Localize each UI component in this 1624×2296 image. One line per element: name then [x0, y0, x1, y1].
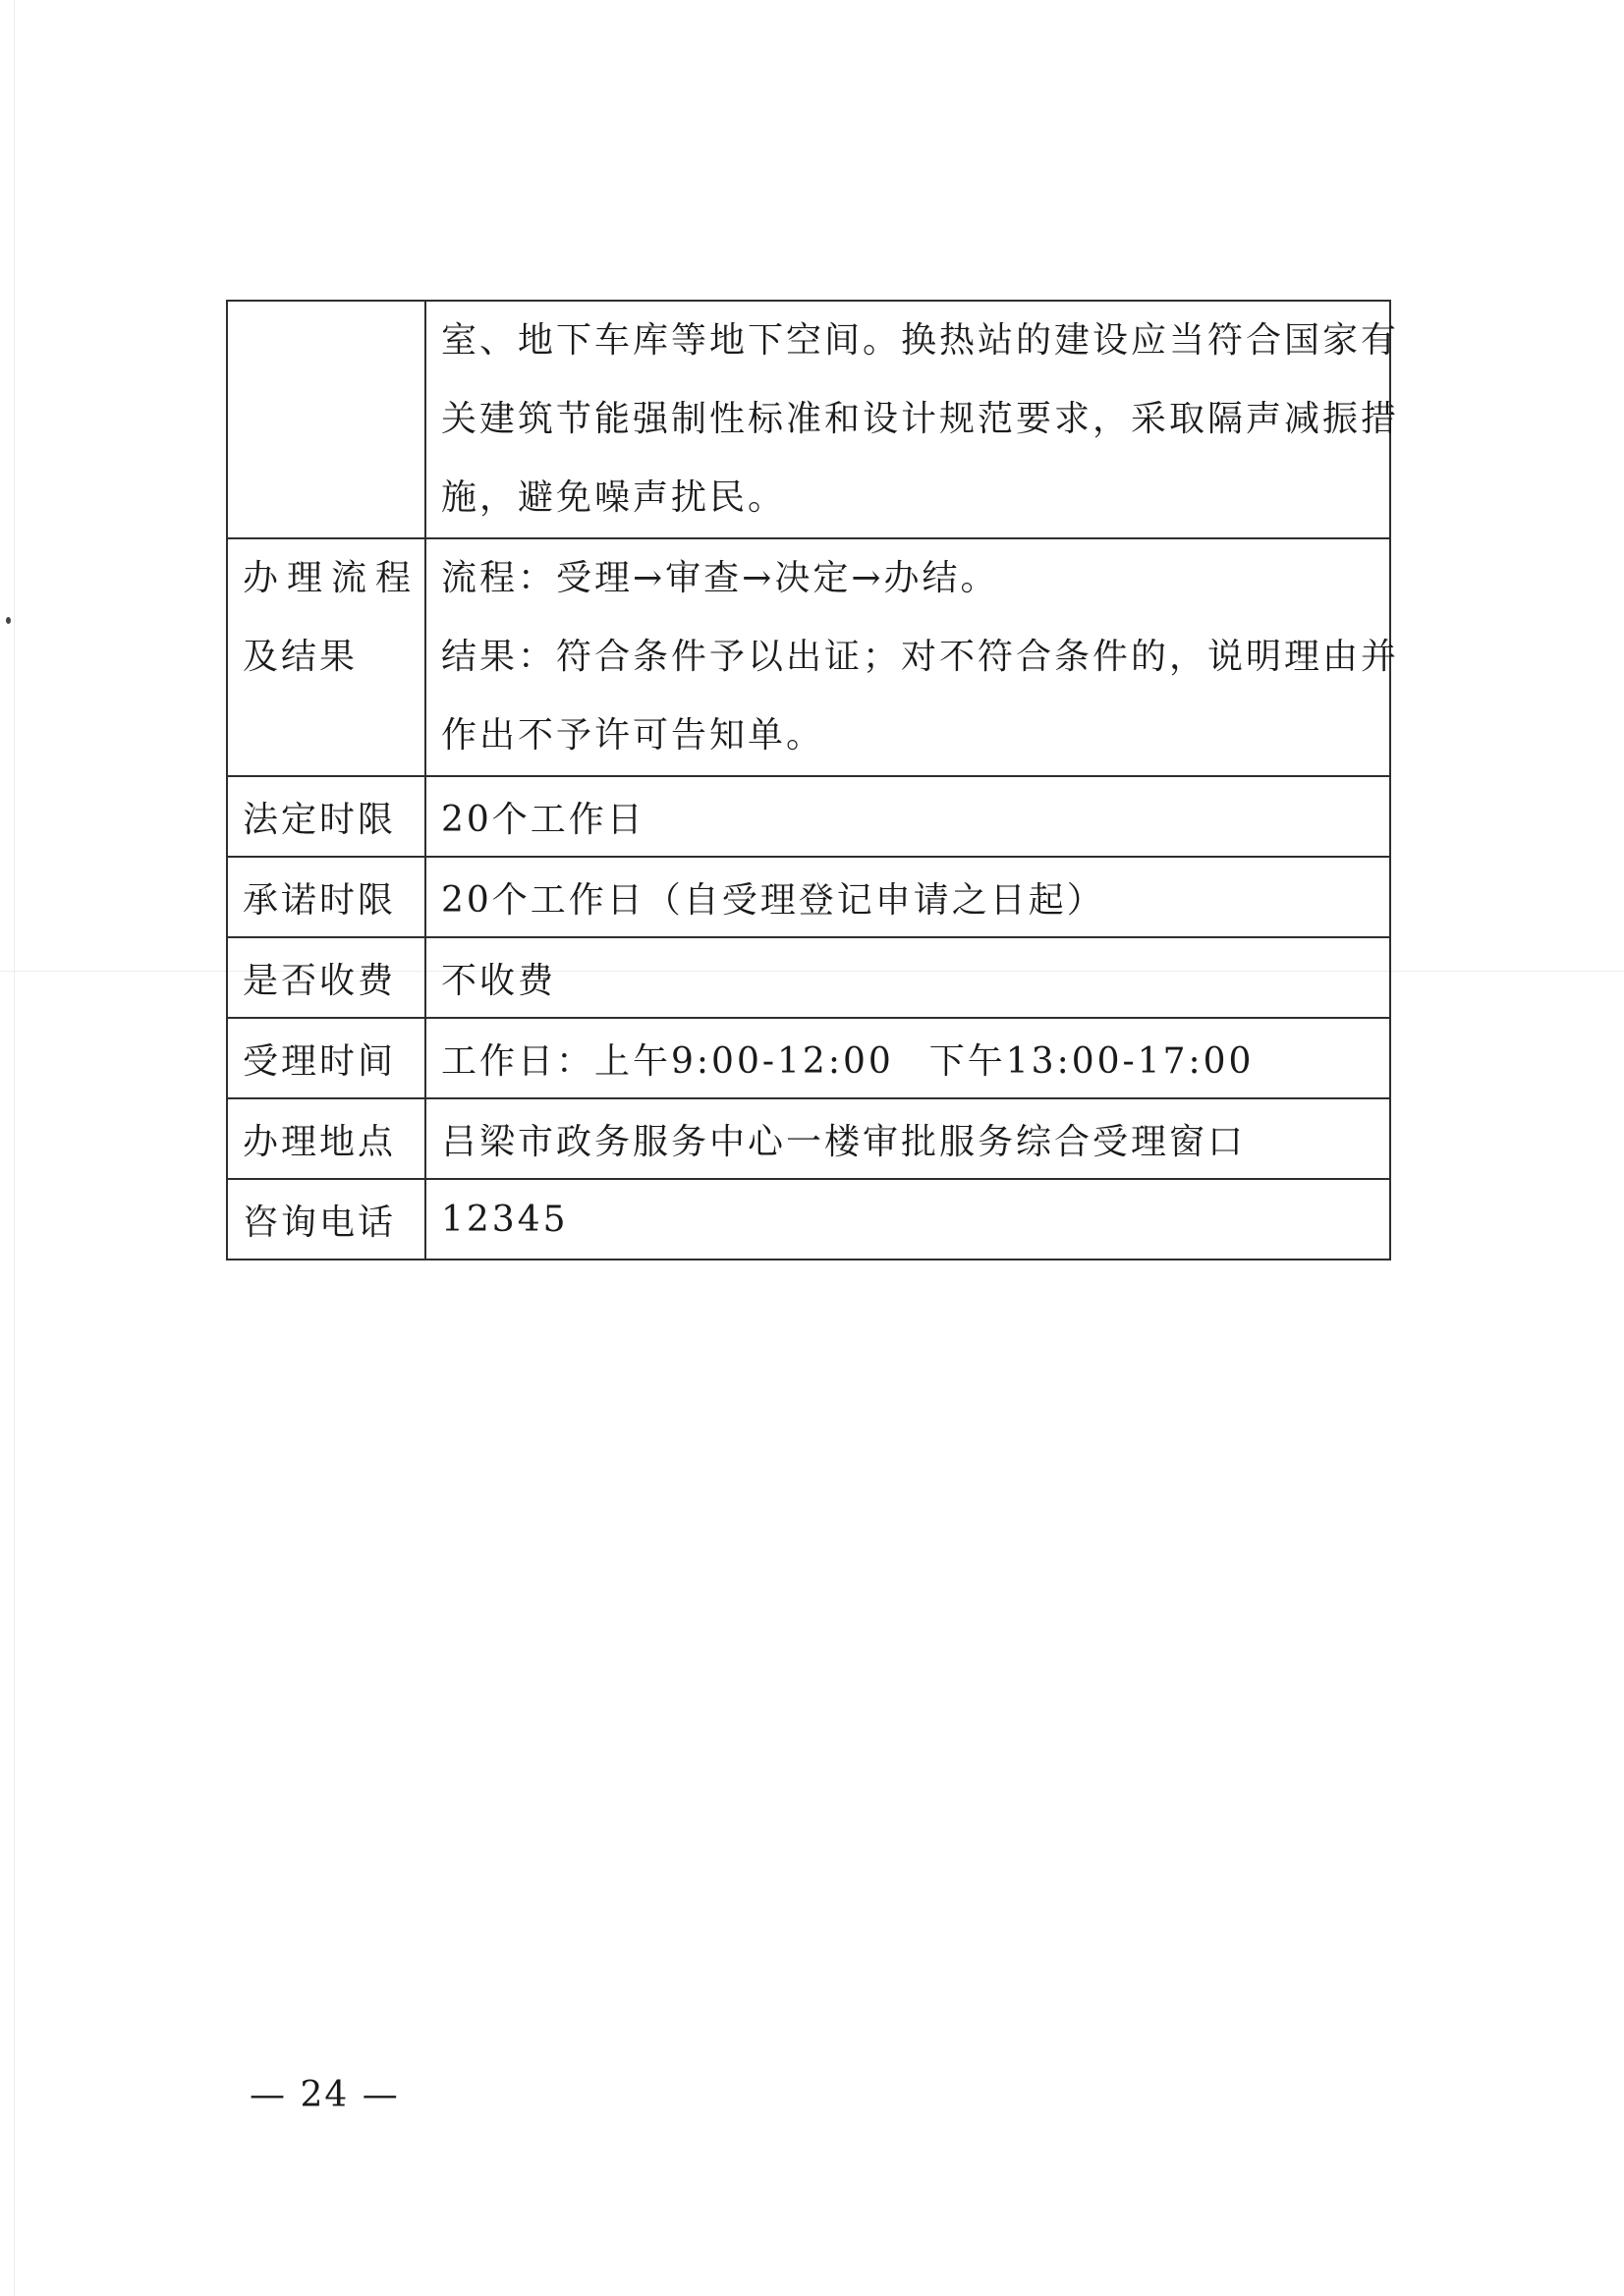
location-value: 吕梁市政务服务中心一楼审批服务综合受理窗口: [425, 1098, 1390, 1179]
process-line-2: 结果：符合条件予以出证；对不符合条件的，说明理由并: [441, 637, 1400, 677]
process-label-cell: [227, 538, 425, 776]
legal-time-limit-label: 法定时限: [227, 776, 425, 857]
page-edge: [14, 0, 15, 2296]
service-hours-value: [425, 1018, 1390, 1098]
table-row-process: [227, 538, 1390, 776]
table-row-promised-time-limit: [227, 857, 1390, 937]
continuation-label-cell: [227, 301, 425, 538]
service-hours-afternoon: 下午13:00-17:00: [928, 1040, 1255, 1082]
promised-time-limit-value: 20个工作日（自受理登记申请之日起）: [425, 857, 1390, 937]
table-row-service-hours: [227, 1018, 1390, 1098]
table-row-location: [227, 1098, 1390, 1179]
table-row-hotline: [227, 1179, 1390, 1260]
service-hours-label: 受理时间: [227, 1018, 425, 1098]
process-value-cell: [425, 538, 1400, 776]
service-info-table: [226, 300, 1400, 1260]
promised-time-limit-label: 承诺时限: [227, 857, 425, 937]
legal-time-limit-value: 20个工作日: [425, 776, 1390, 857]
table-row-fee: [227, 937, 1390, 1018]
continuation-line-3: 施，避免噪声扰民。: [441, 477, 787, 518]
table-row-continuation: [227, 301, 1390, 538]
table-row-legal-time-limit: [227, 776, 1390, 857]
location-label: 办理地点: [227, 1098, 425, 1179]
continuation-value-cell: [425, 301, 1400, 538]
continuation-line-2: 关建筑节能强制性标准和设计规范要求，采取隔声减振措: [441, 399, 1400, 439]
scan-speck: [6, 617, 11, 624]
hotline-value: 12345: [425, 1179, 1390, 1260]
process-line-1: 流程：受理→审查→决定→办结。: [441, 558, 999, 598]
page-number: — 24 —: [250, 2075, 400, 2115]
fee-value: 不收费: [425, 937, 1390, 1018]
process-line-3: 作出不予许可告知单。: [441, 715, 825, 756]
hotline-label: 咨询电话: [227, 1179, 425, 1260]
process-label-line-1: 办理流程: [243, 558, 420, 598]
continuation-line-1: 室、地下车库等地下空间。换热站的建设应当符合国家有: [441, 320, 1400, 361]
process-label-line-2: 及结果: [243, 637, 359, 677]
service-hours-morning: 工作日：上午9:00-12:00: [441, 1040, 894, 1082]
fee-label: 是否收费: [227, 937, 425, 1018]
